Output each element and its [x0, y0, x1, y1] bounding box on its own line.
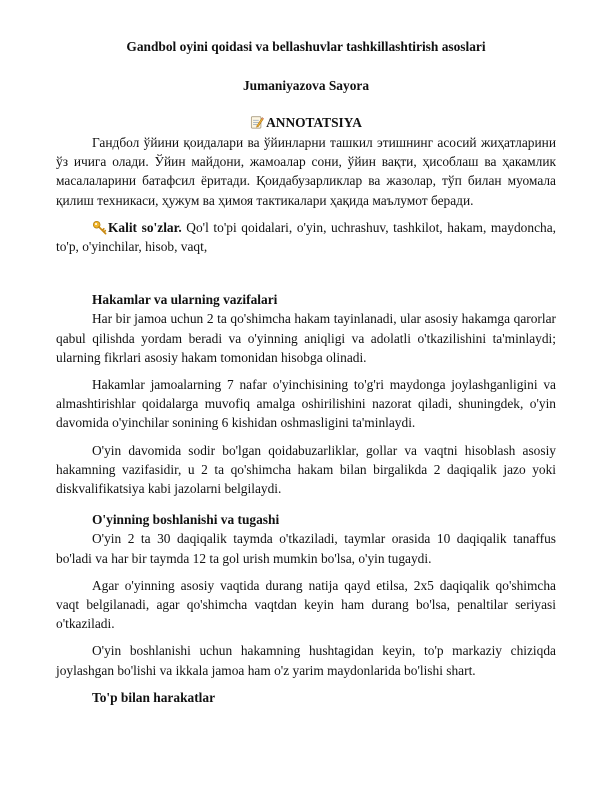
key-icon: [92, 220, 107, 235]
section-heading-ball-actions: To'p bilan harakatlar: [92, 689, 216, 705]
section-heading-referees: Hakamlar va ularning vazifalari: [92, 292, 278, 308]
section-game-paragraph: O'yin boshlanishi uchun hakamning hushtagidan keyin, to'p markaziy chiziqda joylashgan bo'lishi va ikkala jamoa ham o'z yarim maydonlarida bo'lishi shart.: [56, 643, 556, 678]
annotation-heading-row: [56, 114, 556, 131]
section-referees-paragraph: Hakamlar jamoalarning 7 nafar o'yinchisining to'g'ri maydonga joylashganligini va almashtirishlar qoidalarga muvofiq amalga oshirilishini nazorat qiladi, shuningdek, o'yin davomida o'yinchilar sonining 6 kishidan oshmasligini ta'minlaydi.: [56, 377, 556, 431]
document-page: [56, 38, 556, 707]
paper-title: Gandbol oyini qoidasi va bellashuvlar tashkillashtirish asoslari: [126, 39, 486, 54]
keywords-text: Qo'l to'pi qoidalari, o'yin, uchrashuv, tashkilot, hakam, maydoncha, to'p, o'yinchilar, hisob, vaqt,: [56, 219, 557, 255]
section-referees-paragraph: O'yin davomida sodir bo'lgan qoidabuzarliklar, gollar va vaqtni hisoblash asosiy hakamning vazifasidir, u 2 ta qo'shimcha hakam bilan birgalikda 2 daqiqalik jazo yoki diskvalifikatsiya kabi jazolarni belgilaydi.: [56, 442, 556, 497]
section-referees-paragraph: Har bir jamoa uchun 2 ta qo'shimcha hakam tayinlanadi, ular asosiy hakamga qarorlar qabul qilishda yordam beradi va o'yinning aniqligi va adolatli o'tkazilishini ta'minlaydi; ularning fikrlari asosiy hakam tomonidan hisobga olinadi.: [56, 311, 556, 365]
annotation-heading: ANNOTATSIYA: [266, 115, 362, 130]
keywords-paragraph: [56, 218, 556, 256]
section-heading-game-start-end: O'yinning boshlanishi va tugashi: [92, 512, 280, 528]
keywords-label: Kalit so'zlar.: [108, 219, 182, 235]
author-name: Jumaniyazova Sayora: [242, 78, 370, 93]
memo-icon: [250, 115, 264, 129]
annotation-text: Гандбол ўйини қоидалари ва ўйинларни ташкил этишнинг асосий жиҳатларини ўз ичига олади. Ўйин майдони, жамоалар сони, ўйин вақти, ҳисоблаш ва ҳакамлик масалаларини батафсил ёритади. Қоидабузарликлар ва жазолар, тўп билан муомала қилиш техникаси, ҳужум ва ҳимоя тактикалари ҳақида маълумот беради.: [56, 135, 556, 208]
section-game-paragraph: O'yin 2 ta 30 daqiqalik taymda o'tkaziladi, taymlar orasida 10 daqiqalik tanaffus bo'ladi va har bir taymda 12 ta gol urish mumkin bo'lsa, o'yin tugaydi.: [56, 531, 556, 566]
section-game-paragraph: Agar o'yinning asosiy vaqtida durang natija qayd etilsa, 2x5 daqiqalik qo'shimcha vaqt belgilanadi, agar qo'shimcha vaqtdan keyin ham durang bo'lsa, penaltilar seriyasi o'tkaziladi.: [56, 577, 556, 632]
